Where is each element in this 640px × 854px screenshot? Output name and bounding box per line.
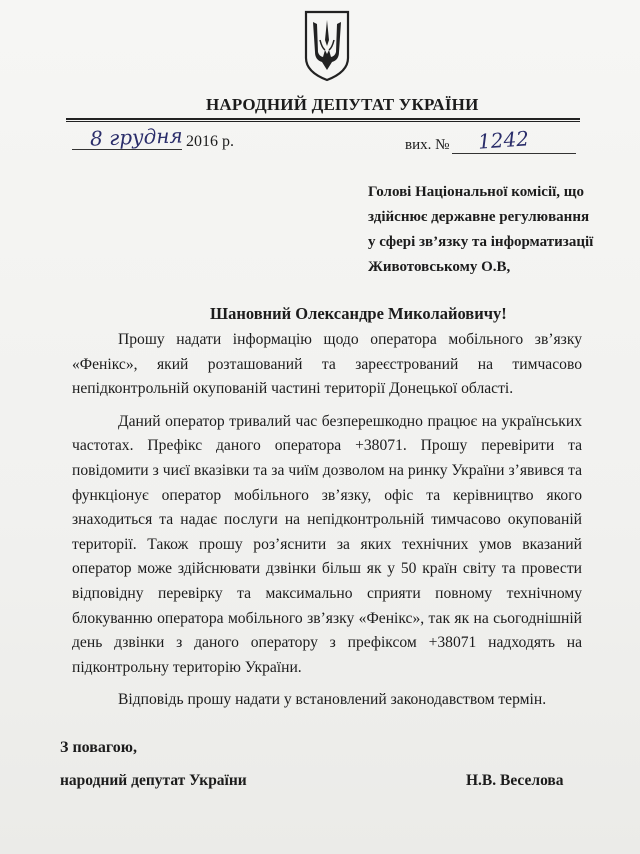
closing: З повагою, [60, 739, 137, 756]
header-rule [66, 118, 580, 122]
body-paragraph: Відповідь прошу надати у встановлений законодавством термін. [118, 691, 547, 709]
tryzub-icon [302, 10, 352, 82]
addressee-line: Животовському О.В, [368, 259, 511, 275]
date-year: 2016 р. [186, 133, 234, 150]
signature-title: народний депутат України [60, 772, 247, 789]
addressee-block [368, 180, 593, 280]
addressee-line: у сфері зв’язку та інформатизації [368, 234, 594, 250]
date-handwritten: 8 грудня [89, 123, 184, 151]
addressee-line: здійснює державне регулювання [368, 209, 590, 225]
body-paragraph: Даний оператор тривалий час безперешкодно працює на українських частотах. Префікс даного оператора +38071. Прошу перевірити та повідомити з чиєї вказівки та за чиїм дозволом на ринку України з’явився та функціонує оператор мобільного зв’язку, офіс та керівництво якого знаходиться та надає послуги на непідконтрольній тимчасово окупованій території. Також прошу роз’яснити за яких технічних умов вказаний оператор може здійснювати дзвінки більш як у 50 країн світу та провести відповідну перевірку та максимально сприяти повному технічному блокуванню оператора мобільного зв’язку «Фенікс», так як на сьогоднішній день дзвінки з даного оператору з префіксом +38071 надходять на підконтрольну територію України. [72, 412, 582, 676]
addressee-line: Голові Національної комісії, що [368, 184, 584, 200]
outgoing-underline [452, 153, 576, 154]
outgoing-label: вих. № [405, 137, 450, 153]
sender-header: НАРОДНИЙ ДЕПУТАТ УКРАЇНИ [206, 95, 479, 114]
body-paragraph: Прошу надати інформацію щодо оператора мобільного зв’язку «Фенікс», який розташований та зареєстрований на тимчасово непідконтрольній окупованій частині території Донецької області. [72, 331, 582, 398]
outgoing-number: 1242 [477, 126, 530, 154]
letter-body [72, 328, 582, 721]
signature-name: Н.В. Веселова [466, 772, 564, 789]
salutation: Шановний Олександре Миколайовичу! [210, 304, 507, 323]
date-underline [72, 149, 182, 150]
